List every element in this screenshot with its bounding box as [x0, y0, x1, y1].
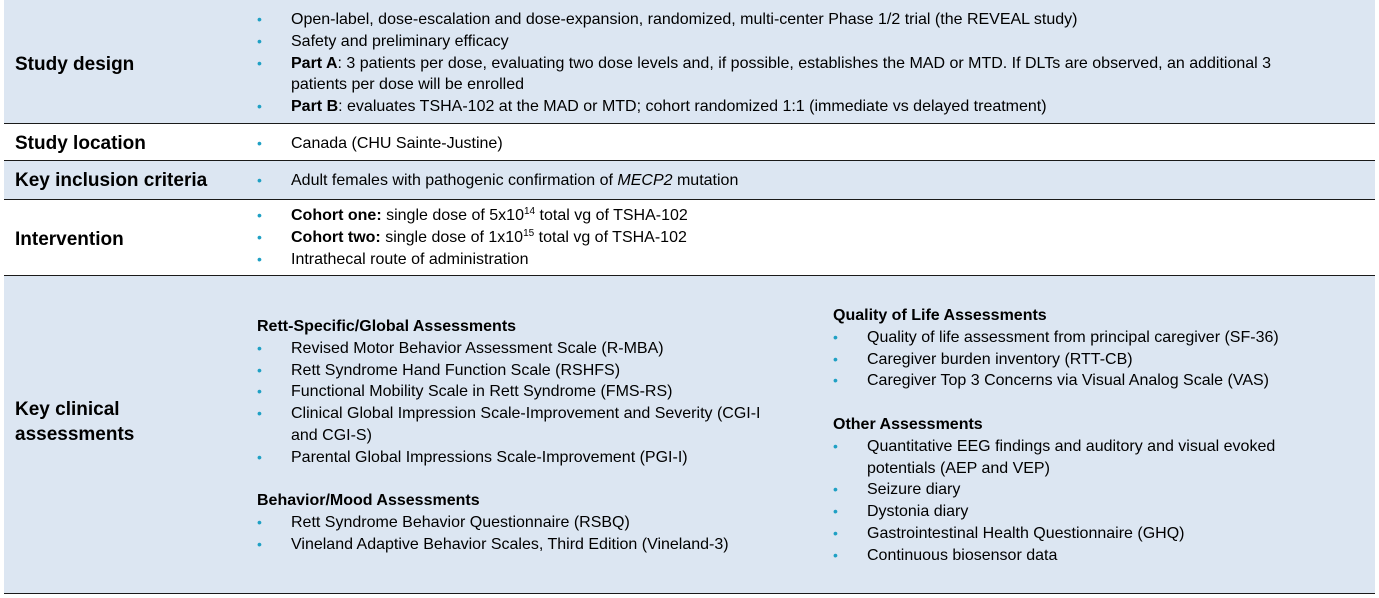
list-item: • Continuous biosensor data: [833, 545, 1353, 567]
section-heading-other-assessments: Other Assessments: [833, 415, 983, 433]
list-item: • Part B: evaluates TSHA-102 at the MAD or MTD; cohort randomized 1:1 (immediate vs delayed treatment): [257, 96, 1319, 118]
row-inclusion-criteria: [4, 161, 1375, 200]
list-item: • Seizure diary: [833, 479, 1353, 501]
section-heading-quality-of-life: Quality of Life Assessments: [833, 307, 1047, 324]
list-item: • Cohort one: single dose of $5x10^{14}$ total vg of TSHA-102: [257, 205, 1355, 227]
list-item: • Open-label, dose-escalation and dose-expansion, randomized, multi-center Phase 1/2 trial (the REVEAL study): [257, 9, 1319, 31]
row-label-intervention: Intervention: [15, 229, 124, 250]
list-item: • Cohort two: single dose of $1x10^{15}$ total vg of TSHA-102: [257, 227, 1355, 249]
list-item: • Intrathecal route of administration: [257, 249, 1355, 271]
row-label-study-design: Study design: [15, 54, 135, 75]
row-intervention: [4, 200, 1375, 276]
assessments-content: [4, 276, 1375, 592]
assessments-left-column: [257, 316, 817, 556]
list-item: • Clinical Global Impression Scale-Improvement and Severity (CGI-I and CGI-S): [257, 403, 781, 447]
section-heading-rett-specific: Rett-Specific/Global Assessments: [257, 318, 517, 335]
list-item: • Revised Motor Behavior Assessment Scale (R-MBA): [257, 338, 817, 360]
list-item: • Safety and preliminary efficacy: [257, 31, 1319, 53]
row-study-location: [4, 124, 1375, 161]
list-item: • Adult females with pathogenic confirmation of MECP2 mutation: [257, 170, 1355, 192]
study-design-content: [257, 9, 1319, 118]
list-item: • Quality of life assessment from principal caregiver (SF-36): [833, 327, 1353, 349]
list-item: • Gastrointestinal Health Questionnaire (GHQ): [833, 523, 1353, 545]
list-item: • Canada (CHU Sainte-Justine): [257, 133, 1355, 155]
inclusion-criteria-content: [257, 170, 1355, 192]
list-item: • Part A: 3 patients per dose, evaluating two dose levels and, if possible, establishes the MAD or MTD. If DLTs are observed, an additional 3 patients per dose will be enrolled: [257, 53, 1319, 97]
row-label-study-location: Study location: [15, 133, 146, 154]
list-item: • Dystonia diary: [833, 501, 1353, 523]
list-item: • Parental Global Impressions Scale-Improvement (PGI-I): [257, 447, 817, 469]
list-item: • Rett Syndrome Hand Function Scale (RSHFS): [257, 360, 817, 382]
list-item: • Quantitative EEG findings and auditory and visual evoked potentials (AEP and VEP): [833, 436, 1347, 480]
trial-design-table: [4, 0, 1375, 594]
row-study-design: [4, 0, 1375, 124]
list-item: • Rett Syndrome Behavior Questionnaire (RSBQ): [257, 512, 817, 534]
list-item: • Caregiver Top 3 Concerns via Visual Analog Scale (VAS): [833, 370, 1353, 392]
intervention-content: [257, 205, 1355, 270]
row-clinical-assessments: [4, 276, 1375, 594]
section-heading-behavior-mood: Behavior/Mood Assessments: [257, 492, 480, 510]
study-location-content: [257, 133, 1355, 155]
row-label-clinical-assessments: Key clinical assessments: [15, 399, 135, 445]
list-item: • Functional Mobility Scale in Rett Syndrome (FMS-RS): [257, 381, 817, 403]
list-item: • Caregiver burden inventory (RTT-CB): [833, 349, 1353, 371]
row-label-inclusion-criteria: Key inclusion criteria: [15, 170, 208, 191]
list-item: • Vineland Adaptive Behavior Scales, Third Edition (Vineland-3): [257, 534, 817, 556]
assessments-right-column: [833, 305, 1353, 567]
